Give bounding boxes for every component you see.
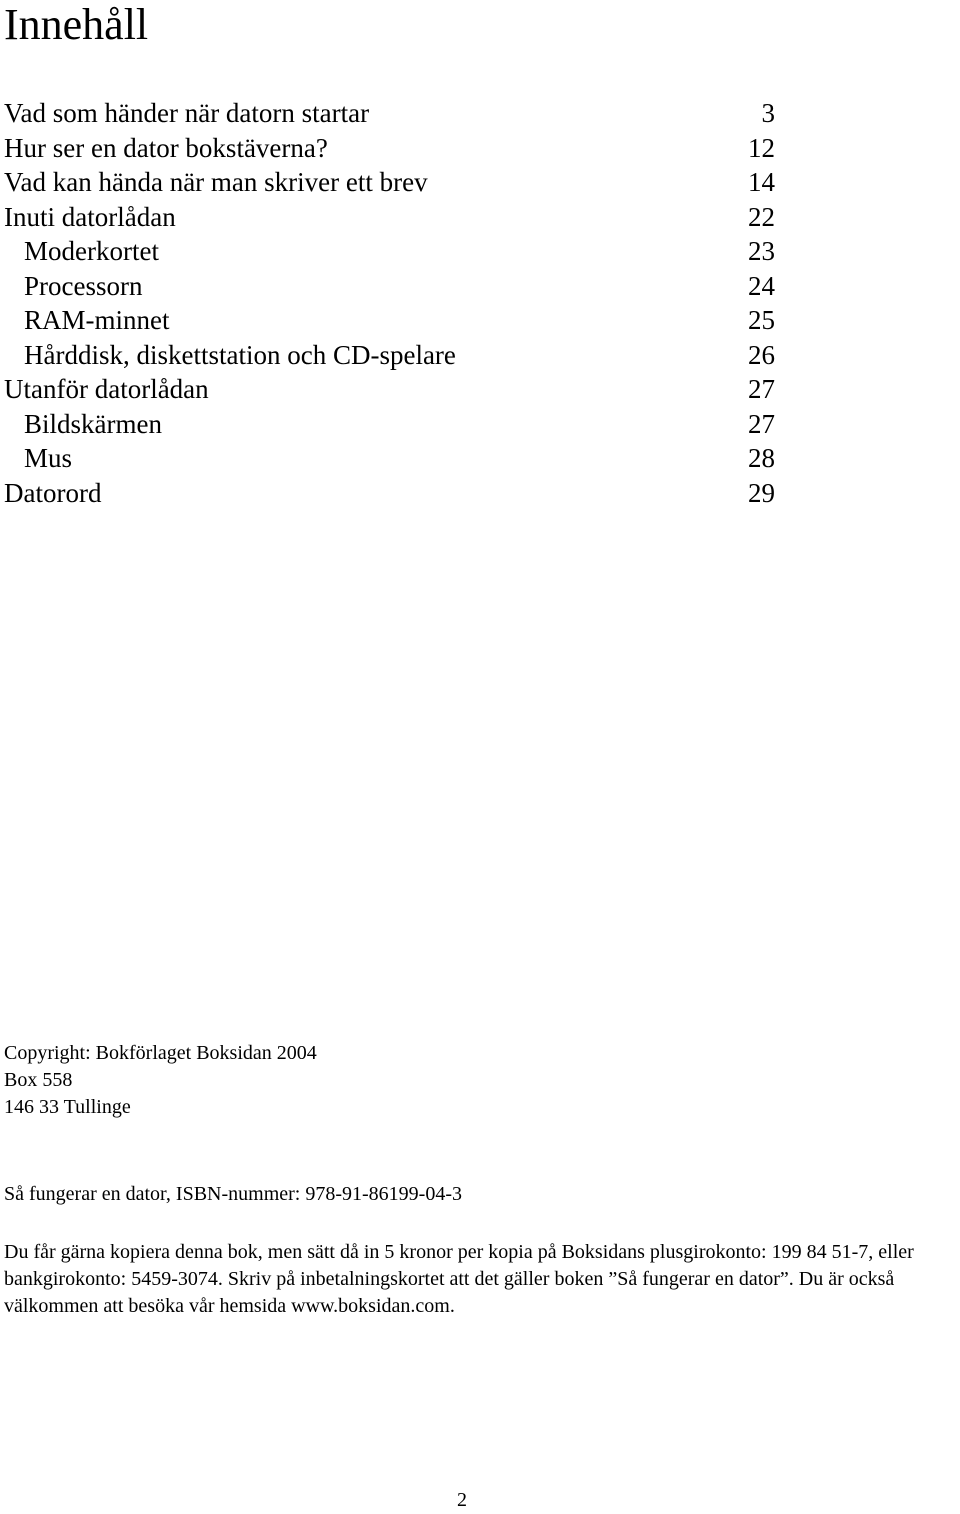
toc-entry-page: 27	[748, 374, 775, 404]
toc-entry-page: 23	[748, 236, 775, 266]
isbn-line: Så fungerar en dator, ISBN-nummer: 978-91-86199-04-3	[4, 1183, 462, 1205]
toc-entry-label: Bildskärmen	[24, 408, 162, 439]
toc-entry	[0, 96, 960, 131]
toc-entry-page: 22	[748, 201, 775, 232]
toc-entry-label: Vad som händer när datorn startar	[4, 98, 370, 128]
postal-line: 146 33 Tullinge	[4, 1096, 131, 1118]
toc-entry-page: 26	[748, 339, 775, 370]
toc-subentry	[0, 269, 960, 304]
toc-entry	[0, 372, 960, 407]
toc-entry-page: 25	[748, 305, 775, 335]
toc-entry-page: 14	[748, 167, 775, 197]
toc-entry-label: Mus	[24, 443, 73, 473]
toc-subentry	[0, 234, 960, 269]
toc-entry-label: Datorord	[4, 477, 102, 508]
toc-entry-label: RAM-minnet	[24, 305, 170, 335]
toc-entry-page: 3	[761, 98, 775, 128]
address-line: Box 558	[4, 1069, 73, 1091]
toc-entry-page: 27	[748, 408, 775, 439]
usage-terms: Du får gärna kopiera denna bok, men sätt då in 5 kronor per kopia på Boksidans plusgirokonto: 199 84 51-7, eller bankgirokonto: 5459-3074. Skriv på inbetalningskortet att det gäller boken ”Så fungerar en dator”. Du är också välkommen att besöka vår hemsida www.boksidan.com.	[4, 1241, 914, 1317]
toc-subentry	[0, 441, 960, 476]
copyright-line: Copyright: Bokförlaget Boksidan 2004	[4, 1042, 317, 1064]
page-title: Innehåll	[4, 0, 149, 49]
toc-entry-label: Vad kan hända när man skriver ett brev	[4, 167, 428, 197]
toc-entry	[0, 165, 960, 200]
table-of-contents	[0, 96, 960, 510]
toc-entry-label: Hur ser en dator bokstäverna?	[4, 132, 328, 163]
toc-entry	[0, 131, 960, 166]
copyright-block	[4, 1040, 317, 1121]
toc-entry-label: Inuti datorlådan	[4, 201, 176, 232]
toc-entry-label: Utanför datorlådan	[4, 374, 209, 404]
toc-entry-page: 24	[748, 270, 775, 301]
toc-entry	[0, 476, 960, 511]
page-number: 2	[457, 1489, 467, 1511]
toc-entry-page: 28	[748, 443, 775, 473]
toc-entry-page: 29	[748, 477, 775, 508]
toc-entry-label: Hårddisk, diskettstation och CD-spelare	[24, 339, 456, 370]
toc-subentry	[0, 303, 960, 338]
toc-entry-page: 12	[748, 132, 775, 163]
toc-entry-label: Moderkortet	[24, 236, 159, 266]
toc-subentry	[0, 407, 960, 442]
toc-subentry	[0, 338, 960, 373]
toc-entry	[0, 200, 960, 235]
toc-entry-label: Processorn	[24, 270, 143, 301]
